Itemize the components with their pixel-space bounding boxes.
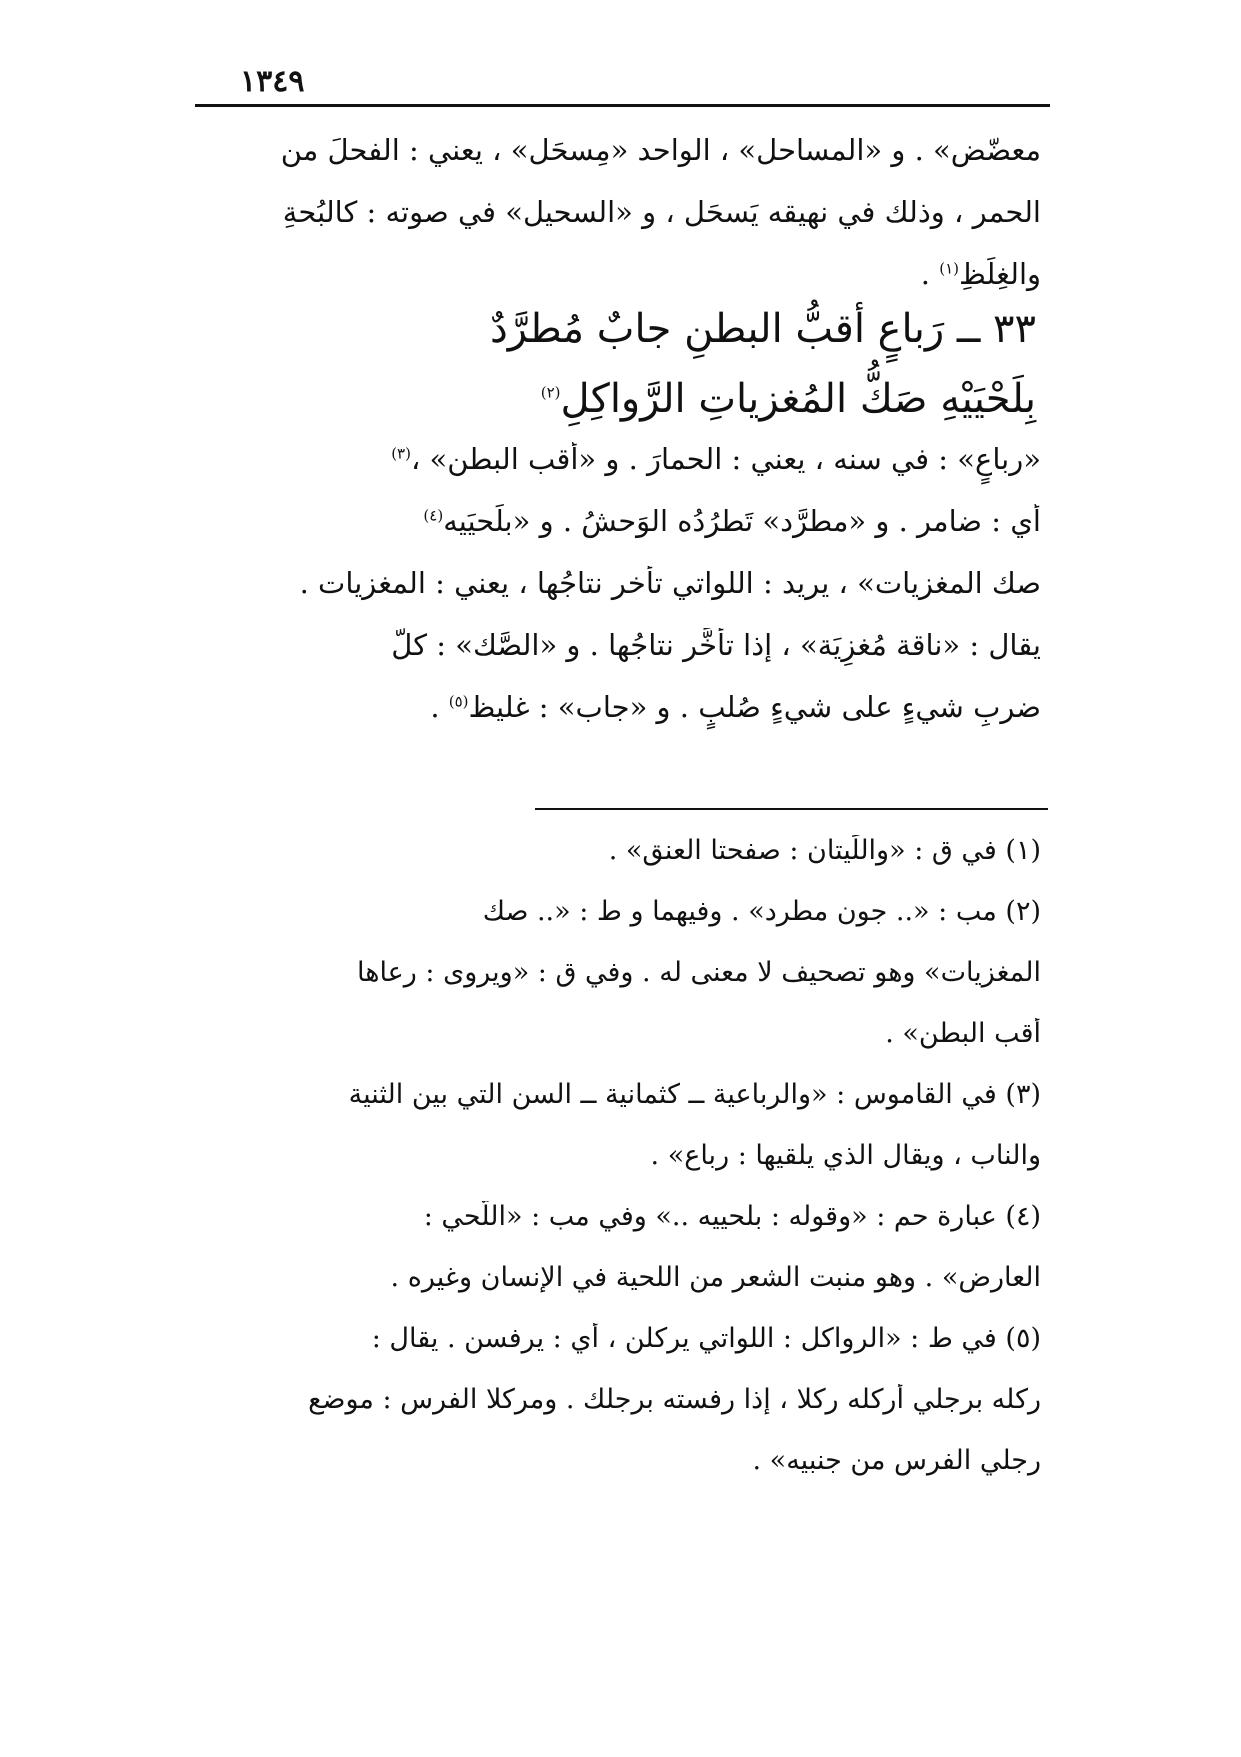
verse-line-1: ٣٣ ــ رَباعٍ أقبُّ البطنِ جابٌ مُطرَّدٌ bbox=[489, 306, 1036, 352]
header-rule bbox=[195, 104, 1050, 107]
footnote-marker: (٤) bbox=[423, 506, 444, 525]
verse-text: بِلَحْيَيْهِ صَكُّ المُغزياتِ الرَّواكِلِ bbox=[560, 376, 1036, 422]
commentary-line: الحمر ، وذلك في نهيقه يَسحَل ، و «السحيل» في صوته : كالبُحةِ bbox=[282, 195, 1041, 229]
commentary-line: يقال : «ناقة مُغزِيَة» ، إذا تأخَّر نتاجُها . و «الصَّك» : كلُّ bbox=[391, 628, 1041, 662]
footnote-line: والناب ، ويقال الذي يلقيها : رباع» . bbox=[650, 1140, 1041, 1171]
footnote-line: ركله برجلي أركله ركلا ، إذا رفسته برجلك . ومركلا الفرس : موضع bbox=[308, 1384, 1041, 1415]
footnote-marker: (٥) bbox=[448, 692, 469, 711]
footnote-line: (١) في ق : «واللِّيتان : صفحتا العنق» . bbox=[608, 835, 1041, 866]
commentary-text: أي : ضامر . و «مطرَّد» تَطرُدُه الوَحشُ . و «بلَحيَيه bbox=[443, 504, 1041, 538]
commentary-text: والغِلَظِ bbox=[958, 257, 1041, 291]
footnote-marker: (٣) bbox=[391, 444, 411, 463]
footnote-line: المغزيات» وهو تصحيف لا معنى له . وفي ق : «ويروى : رعاها bbox=[356, 957, 1041, 988]
commentary-line bbox=[201, 504, 1041, 566]
footnote-line: (٢) مب : «.. جون مطرد» . وفيهما و ط : «.. صك bbox=[482, 896, 1041, 927]
footnote-rule bbox=[535, 808, 1048, 810]
commentary-line: معضّض» . و «المساحل» ، الواحد «مِسحَل» ، يعني : الفحلَ من bbox=[280, 133, 1041, 167]
footnote-line: (٤) عبارة حم : «وقوله : بلحييه ..» وفي مب : «اللَّحي : bbox=[423, 1201, 1041, 1232]
commentary-line: والغِلَظِ$^{(١)}$ . bbox=[920, 257, 1041, 291]
footnote-line: (٣) في القاموس : «والرباعية ــ كثمانية ــ السن التي بين الثنية bbox=[348, 1079, 1041, 1110]
footnote-line: (٥) في ط : «الرواكل : اللواتي يركلن ، أي : يرفسن . يقال : bbox=[371, 1323, 1041, 1354]
page-number: ١٣٤٩ bbox=[240, 64, 305, 99]
footnote-line: العارض» . وهو منبت الشعر من اللحية في الإنسان وغيره . bbox=[390, 1262, 1041, 1293]
footnotes bbox=[201, 835, 1041, 1506]
commentary-line bbox=[201, 442, 1041, 504]
commentary-text: ضربِ شيءٍ على شيءٍ صُلبٍ . و «جاب» : غليظ bbox=[468, 690, 1041, 724]
verse-line-2 bbox=[541, 375, 1036, 423]
footnote-marker: (١) bbox=[939, 259, 959, 278]
footnote-marker: (٢) bbox=[540, 383, 561, 402]
commentary-after bbox=[201, 442, 1041, 752]
commentary-text: «رباعٍ» : في سنه ، يعني : الحمارَ . و «أقب البطن» ، bbox=[410, 442, 1041, 476]
commentary-before bbox=[201, 133, 1041, 319]
commentary-line: ضربِ شيءٍ على شيءٍ صُلبٍ . و «جاب» : غليظ$^{(٥)}$ . bbox=[430, 690, 1041, 724]
footnote-line: أقب البطن» . bbox=[885, 1018, 1041, 1049]
commentary-line: صك المغزيات» ، يريد : اللواتي تأخر نتاجُها ، يعني : المغزيات . bbox=[299, 566, 1041, 600]
footnote-line: رجلي الفرس من جنبيه» . bbox=[752, 1445, 1041, 1476]
